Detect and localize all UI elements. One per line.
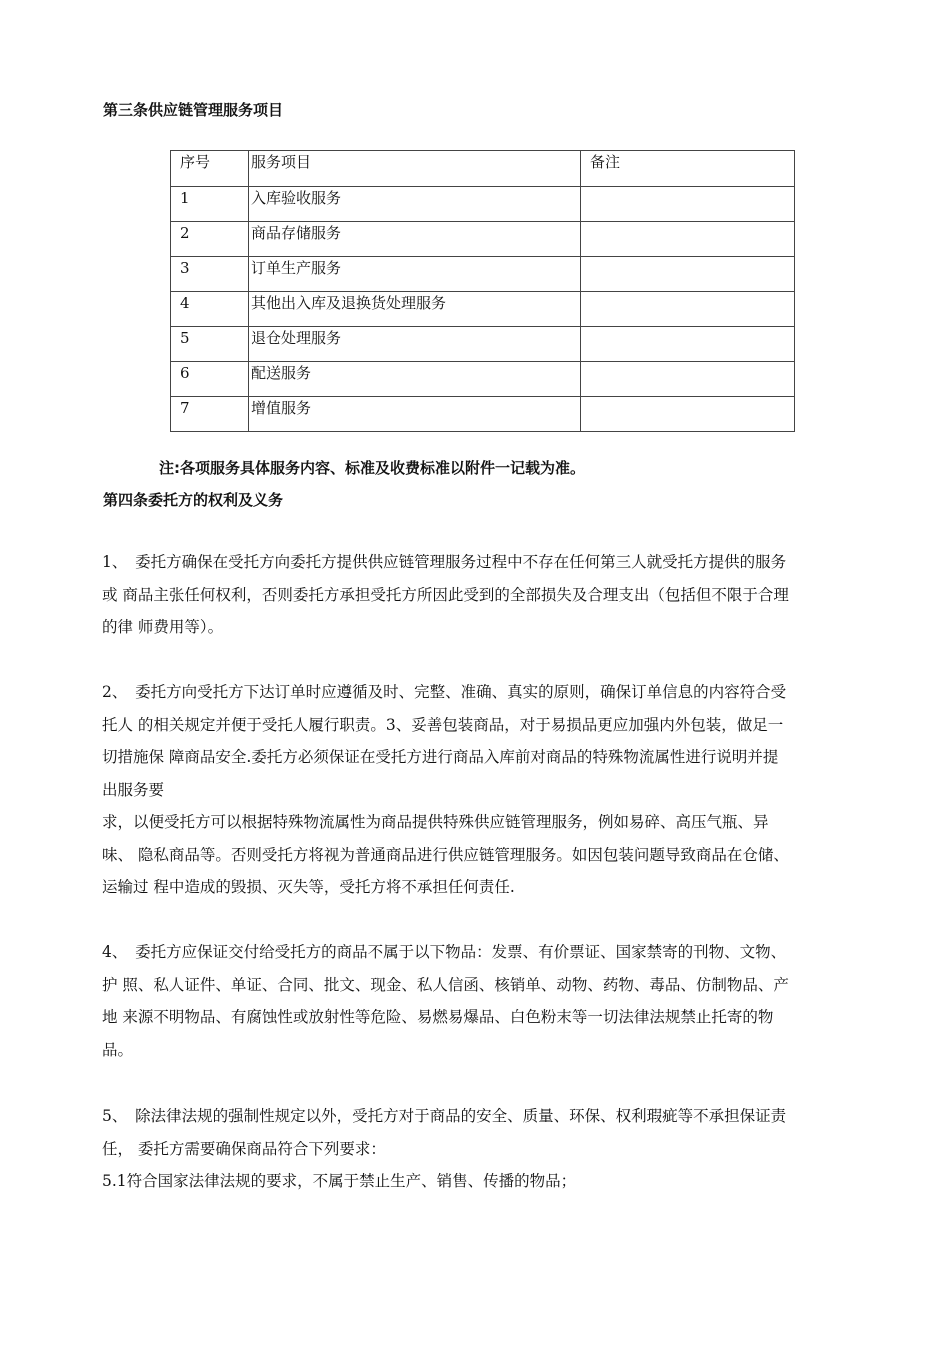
table-cell xyxy=(581,327,795,362)
table-cell: 配送服务 xyxy=(249,362,581,397)
table-cell: 1 xyxy=(171,187,249,222)
paragraph-line: 或 商品主张任何权利，否则委托方承担受托方所因此受到的全部损失及合理支出（包括但不限于合理 xyxy=(102,585,789,604)
table-cell: 退仓处理服务 xyxy=(249,327,581,362)
table-row xyxy=(171,362,795,397)
clause-2-3 xyxy=(102,676,868,904)
paragraph-line: 切措施保 障商品安全.委托方必须保证在受托方进行商品入库前对商品的特殊物流属性进行说明并提 xyxy=(102,748,779,766)
table-cell: 入库验收服务 xyxy=(249,187,581,222)
table-cell: 5 xyxy=(171,327,249,362)
table-cell xyxy=(581,222,795,257)
section-3-title: 第三条供应链管理服务项目 xyxy=(103,101,284,119)
table-note: 注:各项服务具体服务内容、标准及收费标准以附件一记载为准。 xyxy=(159,459,586,477)
table-row xyxy=(171,257,795,292)
table-cell xyxy=(581,187,795,222)
table-cell: 3 xyxy=(171,257,249,292)
table-row xyxy=(171,187,795,222)
table-header-cell: 序号 xyxy=(171,151,249,187)
clause-1 xyxy=(102,546,868,644)
table-cell: 2 xyxy=(171,222,249,257)
paragraph-line: 托人 的相关规定并便于受托人履行职责。3、妥善包装商品，对于易损品更应加强内外包装，做足一 xyxy=(102,715,784,734)
paragraph-line: 1、 委托方确保在受托方向委托方提供供应链管理服务过程中不存在任何第三人就受托方提供的服务 xyxy=(102,553,787,571)
table-header-row xyxy=(171,151,795,187)
paragraph-line: 品。 xyxy=(102,1040,134,1059)
paragraph-line: 5.1符合国家法律法规的要求，不属于禁止生产、销售、传播的物品； xyxy=(102,1172,577,1190)
table-cell: 7 xyxy=(171,397,249,432)
paragraph-line: 2、 委托方向受托方下达订单时应遵循及时、完整、准确、真实的原则，确保订单信息的内容符合受 xyxy=(102,683,787,701)
service-items-table xyxy=(170,150,795,432)
paragraph-line: 的律 师费用等）。 xyxy=(102,618,224,636)
table-cell xyxy=(581,292,795,327)
paragraph-line: 护 照、私人证件、单证、合同、批文、现金、私人信函、核销单、动物、药物、毒品、仿制物品、产 xyxy=(102,975,789,994)
table-row xyxy=(171,292,795,327)
paragraph-line: 4、 委托方应保证交付给受托方的商品不属于以下物品：发票、有价票证、国家禁寄的刊物、文物、 xyxy=(102,943,787,961)
paragraph-line: 地 来源不明物品、有腐蚀性或放射性等危险、易燃易爆品、白色粉末等一切法律法规禁止托寄的物 xyxy=(102,1008,774,1026)
clause-4 xyxy=(102,936,868,1066)
paragraph-line: 味、 隐私商品等。否则受托方将视为普通商品进行供应链管理服务。如因包装问题导致商品在仓储、 xyxy=(102,845,789,864)
table-cell: 其他出入库及退换货处理服务 xyxy=(249,292,581,327)
table-row xyxy=(171,397,795,432)
table-cell: 订单生产服务 xyxy=(249,257,581,292)
table-row xyxy=(171,327,795,362)
clause-5 xyxy=(102,1100,868,1198)
paragraph-line: 求，以便受托方可以根据特殊物流属性为商品提供特殊供应链管理服务，例如易碎、高压气瓶、异 xyxy=(102,813,769,831)
table-row xyxy=(171,222,795,257)
section-4-title: 第四条委托方的权利及义务 xyxy=(103,491,284,509)
table-cell: 商品存储服务 xyxy=(249,222,581,257)
table-cell xyxy=(581,257,795,292)
table-cell: 增值服务 xyxy=(249,397,581,432)
paragraph-line: 出服务要 xyxy=(102,780,165,799)
paragraph-line: 运输过 程中造成的毁损、灭失等，受托方将不承担任何责任. xyxy=(102,878,515,896)
paragraph-line: 5、 除法律法规的强制性规定以外，受托方对于商品的安全、质量、环保、权利瑕疵等不承担保证责 xyxy=(102,1107,787,1125)
paragraph-line: 任， 委托方需要确保商品符合下列要求： xyxy=(102,1139,386,1158)
table-cell: 6 xyxy=(171,362,249,397)
table-cell xyxy=(581,362,795,397)
table-header-cell: 服务项目 xyxy=(249,151,581,187)
table-header-cell: 备注 xyxy=(581,151,795,187)
table-cell xyxy=(581,397,795,432)
table-cell: 4 xyxy=(171,292,249,327)
